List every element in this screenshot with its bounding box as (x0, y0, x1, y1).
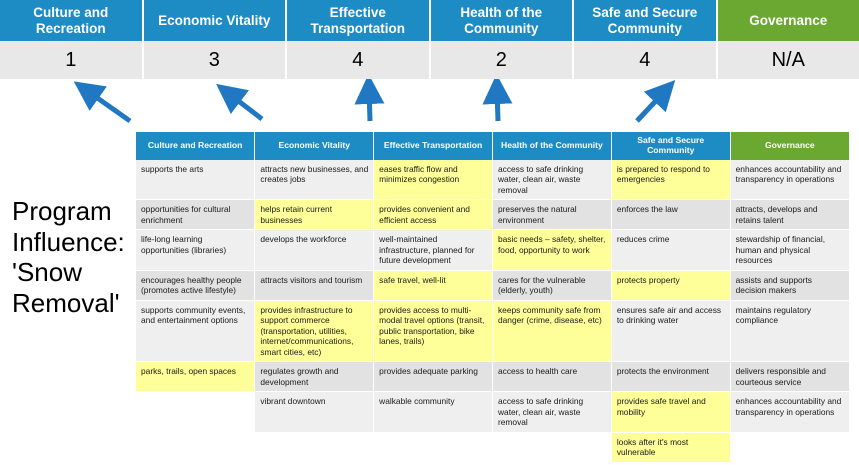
matrix-cell-r4-c1: provides infrastructure to support commerce (transportation, utilities, internet/communications, smart cities, etc) (255, 300, 374, 362)
matrix-cell-r0-c2: eases traffic flow and minimizes congestion (374, 160, 493, 200)
matrix-cell-r0-c0: supports the arts (136, 160, 255, 200)
matrix-cell-r6-c0 (136, 392, 255, 433)
matrix-cell-r0-c1: attracts new businesses, and creates jobs (255, 160, 374, 200)
matrix-row (136, 362, 849, 392)
matrix-body (136, 160, 849, 463)
arrow-effective-transportation (369, 89, 370, 121)
matrix-column-header-5: Governance (730, 132, 849, 160)
pillar-header-5: Governance (718, 0, 859, 41)
arrow-layer (0, 79, 859, 134)
pillar-score-0: 1 (0, 41, 144, 79)
matrix-cell-r7-c3 (492, 432, 611, 462)
matrix-cell-r7-c5 (730, 432, 849, 462)
program-influence-caption: Program Influence: 'Snow Removal' (12, 196, 125, 319)
matrix-cell-r6-c3: access to safe drinking water, clean air, waste removal (492, 392, 611, 433)
matrix-cell-r6-c5: enhances accountability and transparency in operations (730, 392, 849, 433)
matrix-cell-r1-c1: helps retain current businesses (255, 200, 374, 230)
matrix-cell-r1-c2: provides convenient and efficient access (374, 200, 493, 230)
matrix-cell-r3-c5: assists and supports decision makers (730, 270, 849, 300)
matrix-cell-r4-c3: keeps community safe from danger (crime, disease, etc) (492, 300, 611, 362)
matrix-cell-r0-c4: is prepared to respond to emergencies (611, 160, 730, 200)
matrix-cell-r5-c3: access to health care (492, 362, 611, 392)
pillar-score-4: 4 (574, 41, 718, 79)
matrix-cell-r4-c5: maintains regulatory compliance (730, 300, 849, 362)
arrow-health-community (497, 89, 498, 121)
matrix-cell-r2-c5: stewardship of financial, human and physical resources (730, 230, 849, 271)
pillar-header-4: Safe and Secure Community (574, 0, 718, 41)
matrix-column-header-1: Economic Vitality (255, 132, 374, 160)
matrix-cell-r2-c3: basic needs – safety, shelter, food, opportunity to work (492, 230, 611, 271)
pillar-score-2: 4 (287, 41, 431, 79)
matrix-cell-r6-c4: provides safe travel and mobility (611, 392, 730, 433)
matrix-cell-r5-c5: delivers responsible and courteous service (730, 362, 849, 392)
matrix-cell-r6-c2: walkable community (374, 392, 493, 433)
matrix-cell-r4-c2: provides access to multi-modal travel options (transit, public transportation, bike lanes, trails) (374, 300, 493, 362)
matrix-cell-r6-c1: vibrant downtown (255, 392, 374, 433)
matrix-cell-r0-c3: access to safe drinking water, clean air, waste removal (492, 160, 611, 200)
pillar-score-3: 2 (431, 41, 575, 79)
pillar-header-0: Culture and Recreation (0, 0, 144, 41)
matrix-cell-r1-c0: opportunities for cultural enrichment (136, 200, 255, 230)
matrix-cell-r1-c3: preserves the natural environment (492, 200, 611, 230)
matrix-cell-r2-c4: reduces crime (611, 230, 730, 271)
pillar-score-1: 3 (144, 41, 288, 79)
arrow-culture-recreation (86, 90, 130, 121)
matrix-cell-r3-c4: protects property (611, 270, 730, 300)
matrix-cell-r7-c1 (255, 432, 374, 462)
matrix-row (136, 432, 849, 462)
matrix-cell-r7-c2 (374, 432, 493, 462)
matrix-column-header-3: Health of the Community (492, 132, 611, 160)
matrix-cell-r5-c1: regulates growth and development (255, 362, 374, 392)
matrix-cell-r3-c0: encourages healthy people (promotes active lifestyle) (136, 270, 255, 300)
matrix-cell-r1-c4: enforces the law (611, 200, 730, 230)
matrix-column-header-4: Safe and Secure Community (611, 132, 730, 160)
pillar-score-5: N/A (771, 48, 805, 71)
matrix-row (136, 230, 849, 271)
pillar-score-row (0, 41, 859, 79)
matrix-row (136, 270, 849, 300)
pillar-header-1: Economic Vitality (144, 0, 288, 41)
matrix-row (136, 300, 849, 362)
matrix-cell-r4-c0: supports community events, and entertainment options (136, 300, 255, 362)
matrix-header-row (136, 132, 849, 160)
matrix-cell-r5-c0: parks, trails, open spaces (136, 362, 255, 392)
matrix-cell-r5-c4: protects the environment (611, 362, 730, 392)
matrix-cell-r1-c5: attracts, develops and retains talent (730, 200, 849, 230)
matrix-cell-r3-c1: attracts visitors and tourism (255, 270, 374, 300)
pillar-attribute-matrix (136, 132, 849, 463)
matrix-cell-r4-c4: ensures safe air and access to drinking water (611, 300, 730, 362)
matrix-row (136, 200, 849, 230)
pillar-header-2: Effective Transportation (287, 0, 431, 41)
matrix-row (136, 392, 849, 433)
matrix-cell-r2-c2: well-maintained infrastructure, planned for future development (374, 230, 493, 271)
arrow-economic-vitality (228, 93, 262, 119)
arrow-safe-secure-community (637, 91, 665, 121)
matrix-column-header-0: Culture and Recreation (136, 132, 255, 160)
matrix-row (136, 160, 849, 200)
matrix-cell-r7-c0 (136, 432, 255, 462)
matrix-column-header-2: Effective Transportation (374, 132, 493, 160)
matrix-cell-r7-c4: looks after it's most vulnerable (611, 432, 730, 462)
pillar-header-3: Health of the Community (431, 0, 575, 41)
matrix-cell-r5-c2: provides adequate parking (374, 362, 493, 392)
matrix-cell-r2-c0: life-long learning opportunities (libraries) (136, 230, 255, 271)
pillar-header-bar (0, 0, 859, 41)
matrix-cell-r3-c2: safe travel, well-lit (374, 270, 493, 300)
matrix-cell-r3-c3: cares for the vulnerable (elderly, youth) (492, 270, 611, 300)
matrix-cell-r2-c1: develops the workforce (255, 230, 374, 271)
matrix-cell-r0-c5: enhances accountability and transparency in operations (730, 160, 849, 200)
